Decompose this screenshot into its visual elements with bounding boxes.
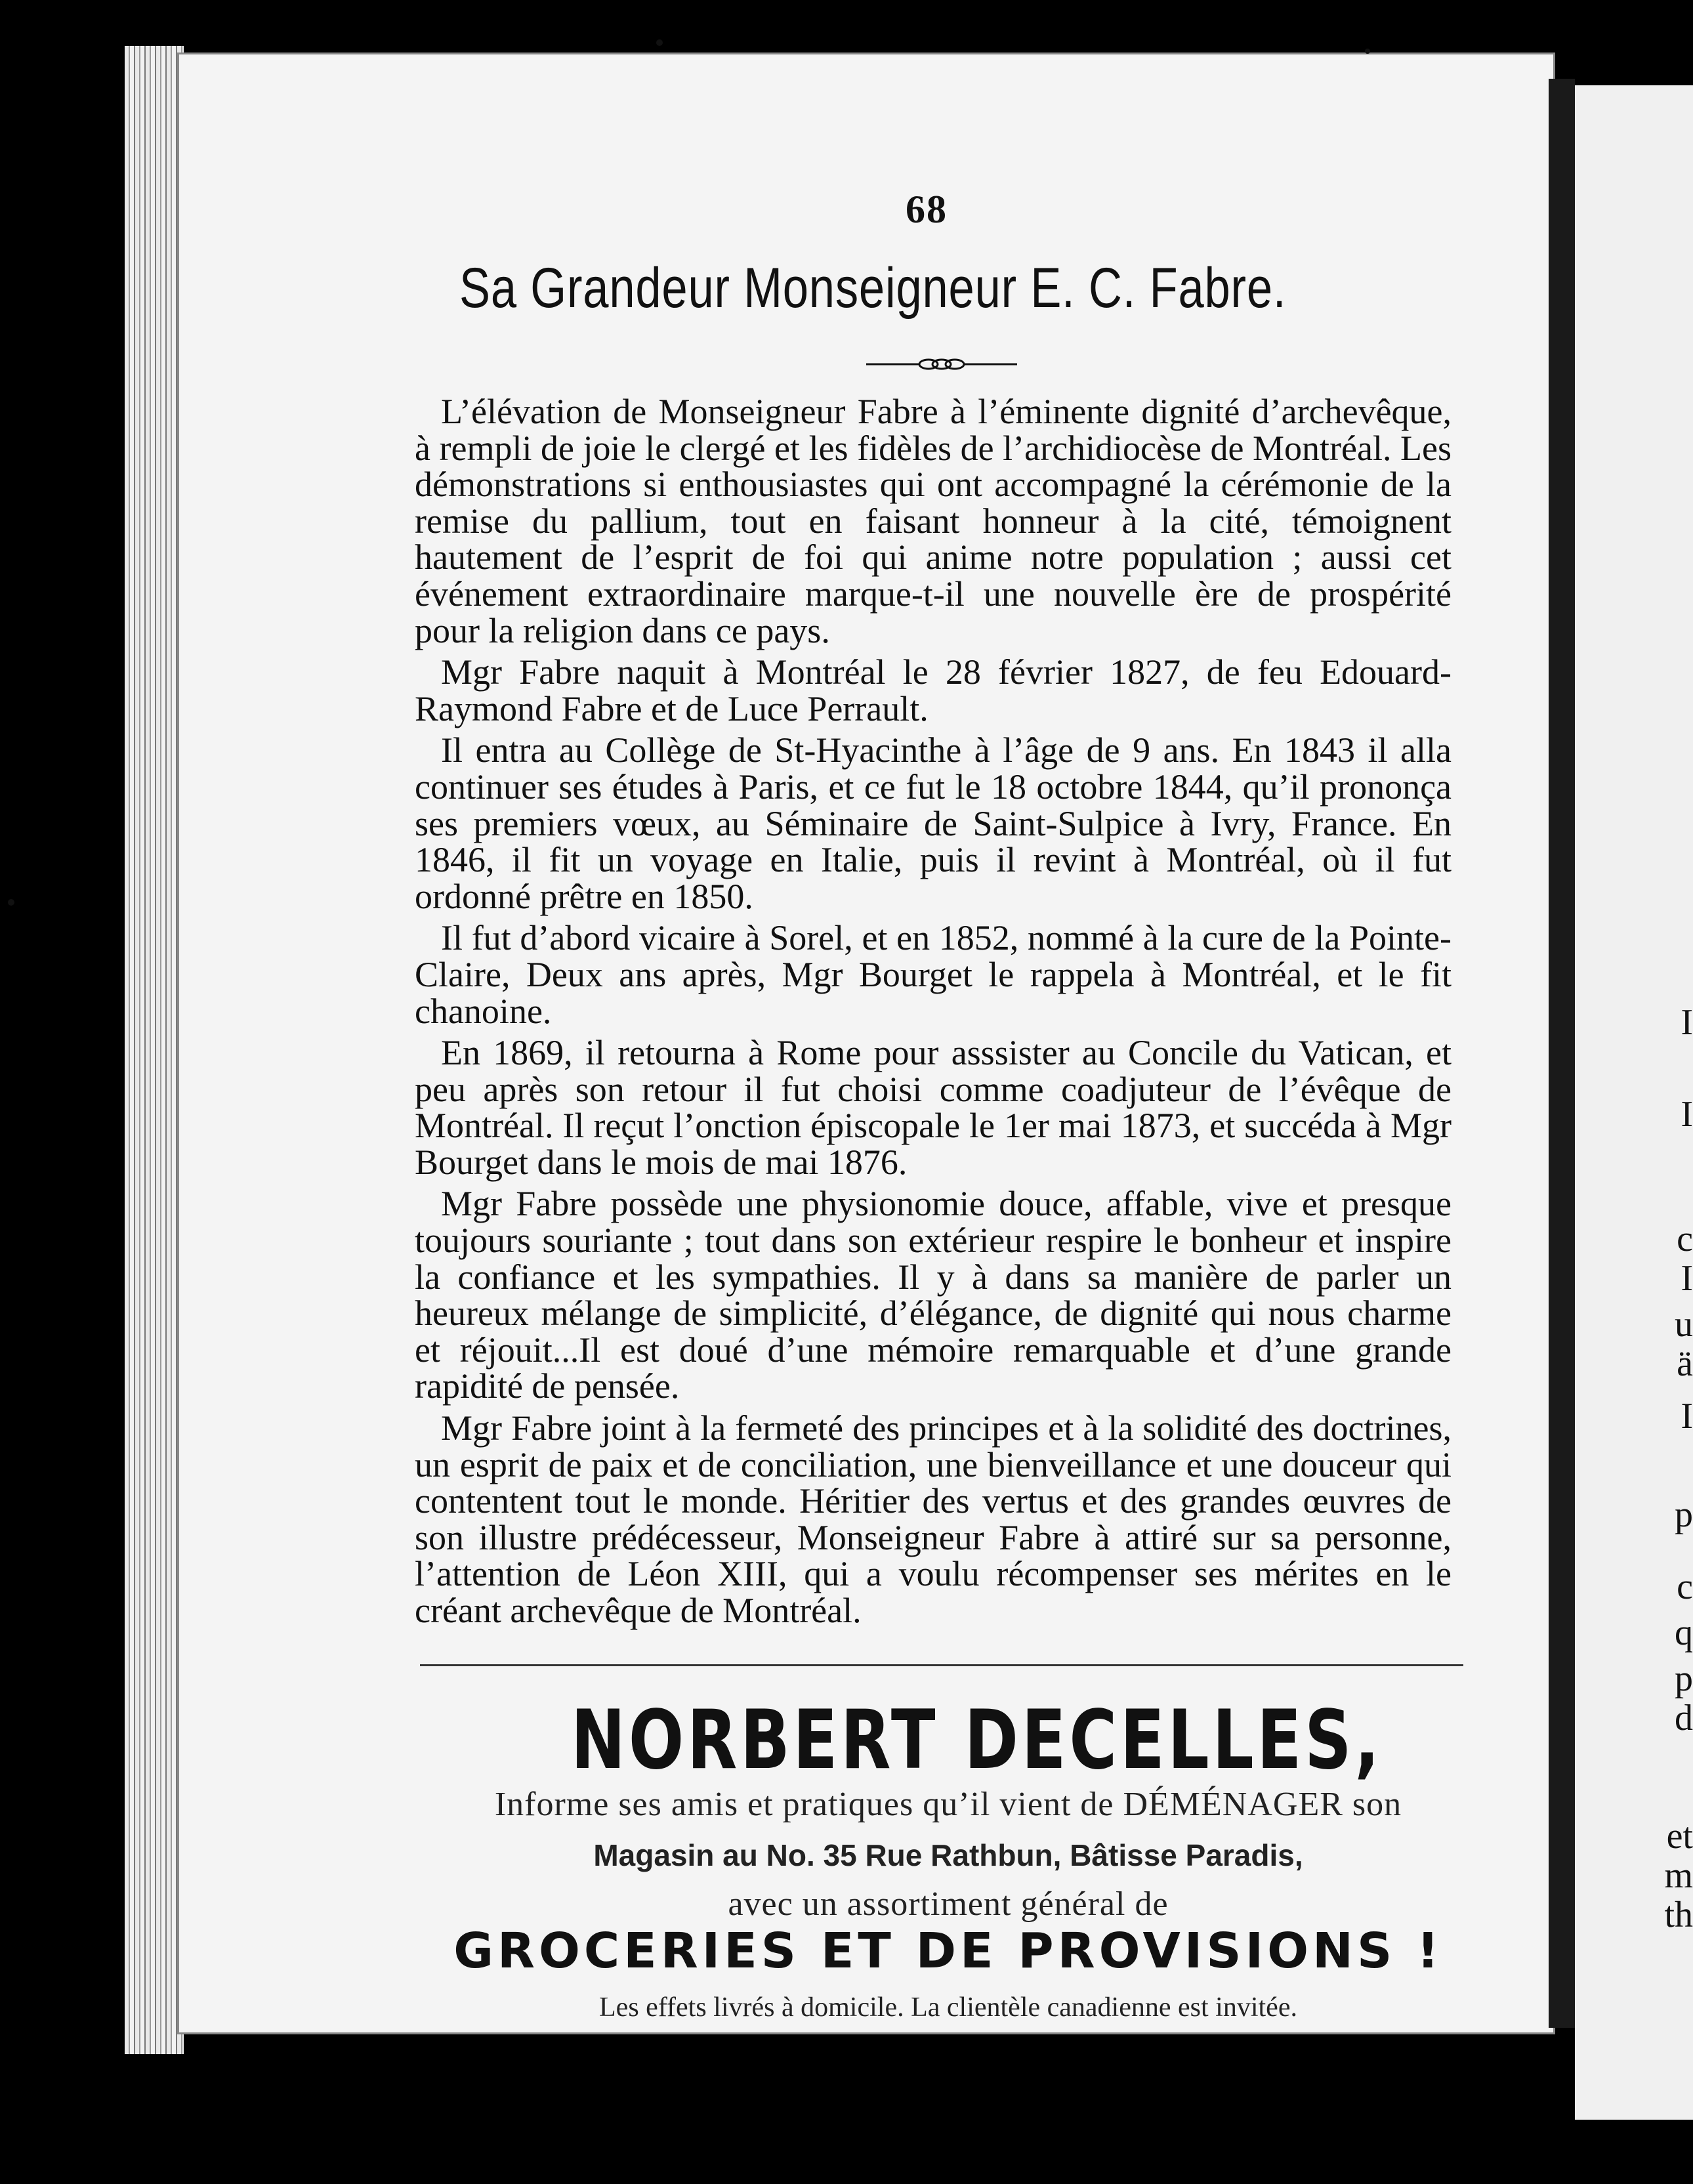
paragraph: Il fut d’abord vicaire à Sorel, et en 1852, nommé à la cure de la Pointe-Claire, Deux ans après, Mgr Bourget le rappela à Montréal, et le fit chanoine.	[415, 918, 1452, 1031]
facing-page-fragment: c	[1677, 1219, 1693, 1259]
article-body	[415, 394, 1452, 1629]
paragraph: L’élévation de Monseigneur Fabre à l’éminente dignité d’archevêque, à rempli de joie le clergé et les fidèles de l’archidiocèse de Montréal. Les démonstrations si enthousiastes qui ont accompagné la cérémonie de la remise du pallium, tout en faisant honneur à la cité, témoignent hautement de l’esprit de foi qui anime notre population ; aussi cet événement extraordinaire marque-t-il une nouvelle ère de prospérité pour la religion dans ce pays.	[415, 392, 1452, 650]
facing-page-fragment: p	[1675, 1658, 1693, 1699]
facing-page-fragment: I	[1681, 1002, 1693, 1043]
facing-page-fragment: c	[1677, 1566, 1693, 1607]
facing-page-fragment: m	[1664, 1855, 1693, 1896]
facing-page-fragment: I	[1681, 1094, 1693, 1135]
paragraph: Mgr Fabre naquit à Montréal le 28 février 1827, de feu Edouard-Raymond Fabre et de Luce Perrault.	[415, 652, 1452, 728]
facing-page-fragment: u	[1675, 1304, 1693, 1345]
scan-speck	[1365, 49, 1370, 54]
gutter-shadow	[1549, 79, 1575, 2028]
advertisement-footer: Les effets livrés à domicile. La clientèle canadienne est invitée.	[599, 1992, 1297, 2023]
page-number: 68	[906, 188, 948, 231]
advertisement-heading: NORBERT DECELLES,	[571, 1693, 1383, 1788]
scan-speck	[8, 899, 14, 906]
book-page-stack	[125, 46, 184, 2054]
ornament-divider-icon	[866, 354, 1017, 374]
facing-page-fragment: I	[1681, 1396, 1693, 1437]
paragraph: Mgr Fabre joint à la fermeté des principes et à la solidité des doctrines, un esprit de paix et de conciliation, une bienveillance et une douceur qui contentent tout le monde. Héritier des vertus et des grandes œuvres de son illustre prédécesseur, Monseigneur Fabre à attiré sur sa personne, l’attention de Léon XIII, qui a voulu récompenser ses mérites en le créant archevêque de Montréal.	[415, 1408, 1452, 1630]
facing-page-fragment: th	[1664, 1895, 1693, 1935]
advertisement-address: Magasin au No. 35 Rue Rathbun, Bâtisse Paradis,	[593, 1838, 1303, 1872]
paragraph: Mgr Fabre possède une physionomie douce, affable, vive et presque toujours souriante ; tout dans son extérieur respire le bonheur et inspire la confiance et les sympathies. Il y à dans sa manière de parler un heureux mélange de simplicité, d’élégance, de dignité qui nous charme et réjouit...Il est doué d’une mémoire remarquable et d’une grande rapidité de pensée.	[415, 1184, 1452, 1406]
paragraph: En 1869, il retourna à Rome pour asssister au Concile du Vatican, et peu après son retour il fut choisi comme coadjuteur de l’évêque de Montréal. Il reçut l’onction épiscopale le 1er mai 1873, et succéda à Mgr Bourget dans le mois de mai 1876.	[415, 1033, 1452, 1182]
facing-page-fragment: ä	[1677, 1343, 1693, 1384]
facing-page-fragment: I	[1681, 1258, 1693, 1299]
scan-speck	[656, 39, 663, 46]
facing-page-fragment: d	[1675, 1698, 1693, 1738]
paragraph: Il entra au Collège de St-Hyacinthe à l’âge de 9 ans. En 1843 il alla continuer ses études à Paris, et ce fut le 18 octobre 1844, qu’il prononça ses premiers vœux, au Séminaire de Saint-Sulpice à Ivry, France. En 1846, il fit un voyage en Italie, puis il revint à Montréal, où il fut ordonné prêtre en 1850.	[415, 730, 1452, 916]
facing-page-fragment: et	[1666, 1816, 1693, 1857]
section-divider	[420, 1664, 1463, 1666]
advertisement-line: Informe ses amis et pratiques qu’il vient de DÉMÉNAGER son	[494, 1786, 1402, 1823]
advertisement-headline: GROCERIES ET DE PROVISIONS !	[453, 1923, 1443, 1979]
facing-page-fragment: q	[1675, 1612, 1693, 1653]
facing-page-fragment: p	[1675, 1494, 1693, 1535]
advertisement-line: avec un assortiment général de	[728, 1885, 1169, 1923]
page-title: Sa Grandeur Monseigneur E. C. Fabre.	[459, 257, 1287, 320]
facing-page	[1575, 85, 1693, 2120]
